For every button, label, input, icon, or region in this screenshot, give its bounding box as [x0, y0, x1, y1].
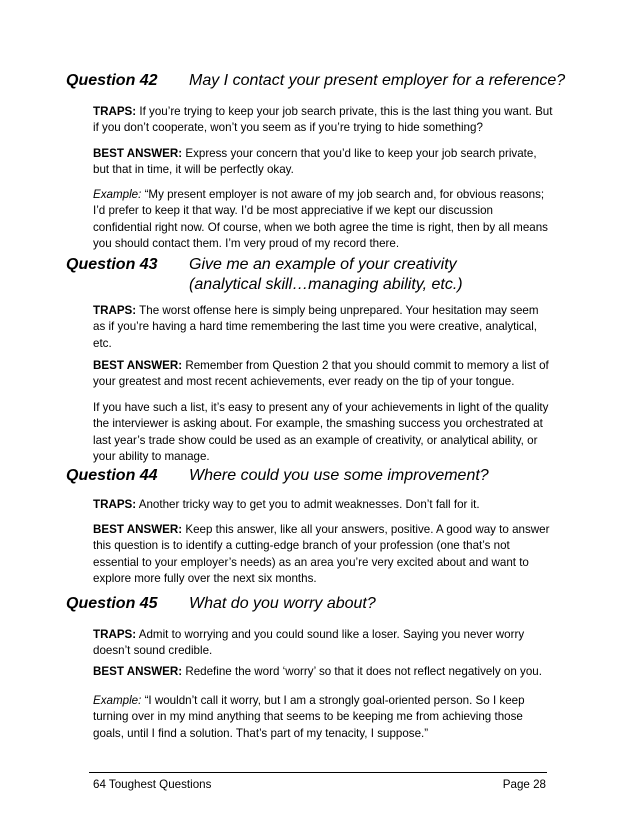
example-text: “I wouldn’t call it worry, but I am a strongly goal-oriented person. So I keep turning over in my mind anything that seems to be keeping me from achieving those goals, until I find a solution. That’s part of my tenacity, I suppose.” — [93, 694, 525, 740]
traps-label: TRAPS: — [93, 304, 137, 317]
question-43-traps — [93, 303, 553, 352]
best-answer-text: Redefine the word ‘worry’ so that it does not reflect negatively on you. — [185, 665, 542, 678]
traps-label: TRAPS: — [93, 105, 137, 118]
question-42-number: Question 42 — [66, 72, 158, 89]
question-43-number: Question 43 — [66, 256, 158, 273]
question-45-best-answer — [93, 664, 553, 680]
question-43-title: Give me an example of your creativity (analytical skill…managing ability, etc.) — [189, 256, 463, 293]
traps-text: The worst offense here is simply being unprepared. Your hesitation may seem as if you’re having a hard time remembering the last time you were creative, analytical, etc. — [93, 304, 539, 350]
question-44-traps — [93, 497, 553, 513]
traps-text: Another tricky way to get you to admit weaknesses. Don’t fall for it. — [138, 498, 480, 511]
question-45-number: Question 45 — [66, 595, 158, 612]
question-42-title: May I contact your present employer for a reference? — [189, 72, 566, 89]
traps-label: TRAPS: — [93, 628, 137, 641]
best-answer-text: Keep this answer, like all your answers, positive. A good way to answer this question is to identify a cutting-edge branch of your profession (one that’s not essential to your employer’s needs) as an area you’re very excited about and want to explore more fully over the next six months. — [93, 523, 550, 586]
best-answer-label: BEST ANSWER: — [93, 523, 183, 536]
best-answer-label: BEST ANSWER: — [93, 665, 183, 678]
traps-text: If you’re trying to keep your job search private, this is the last thing you want. But if you don’t cooperate, won’t you seem as if you’re trying to hide something? — [93, 105, 553, 135]
question-43-best-answer — [93, 358, 553, 391]
example-label: Example: — [93, 694, 142, 707]
page-number: Page 28 — [502, 778, 546, 791]
traps-text: Admit to worrying and you could sound like a loser. Saying you never worry doesn’t sound credible. — [93, 628, 525, 658]
best-answer-text: Express your concern that you’d like to keep your job search private, but that in time, it will be perfectly okay. — [93, 147, 537, 177]
best-answer-label: BEST ANSWER: — [93, 147, 183, 160]
question-44-number: Question 44 — [66, 467, 158, 484]
question-42-example — [93, 187, 553, 253]
question-42-best-answer — [93, 146, 553, 179]
question-44-best-answer — [93, 522, 553, 588]
question-45-example — [93, 693, 553, 742]
question-45-title: What do you worry about? — [189, 595, 376, 612]
example-text: “My present employer is not aware of my job search and, for obvious reasons; I’d prefer to keep it that way. I’d be most appreciative if we kept our discussion confidential right now. Of course, when we both agree the time is right, then by all means you should contact them. I’m very proud of my record there. — [93, 188, 548, 251]
question-42-traps — [93, 104, 553, 137]
question-45-traps — [93, 627, 553, 660]
best-answer-label: BEST ANSWER: — [93, 359, 183, 372]
best-answer-text: Remember from Question 2 that you should commit to memory a list of your greatest and most recent achievements, ever ready on the tip of your tongue. — [93, 359, 549, 389]
example-label: Example: — [93, 188, 142, 201]
footer-rule — [89, 772, 547, 773]
footer-title: 64 Toughest Questions — [93, 778, 212, 791]
traps-label: TRAPS: — [93, 498, 137, 511]
question-43-elaboration: If you have such a list, it’s easy to present any of your achievements in light of the quality the interviewer is asking about. For example, the smashing success you orchestrated at last year’s trade show could be used as an example of creativity, or analytical ability, or your ability to manage. — [93, 401, 549, 464]
question-44-title: Where could you use some improvement? — [189, 467, 489, 484]
